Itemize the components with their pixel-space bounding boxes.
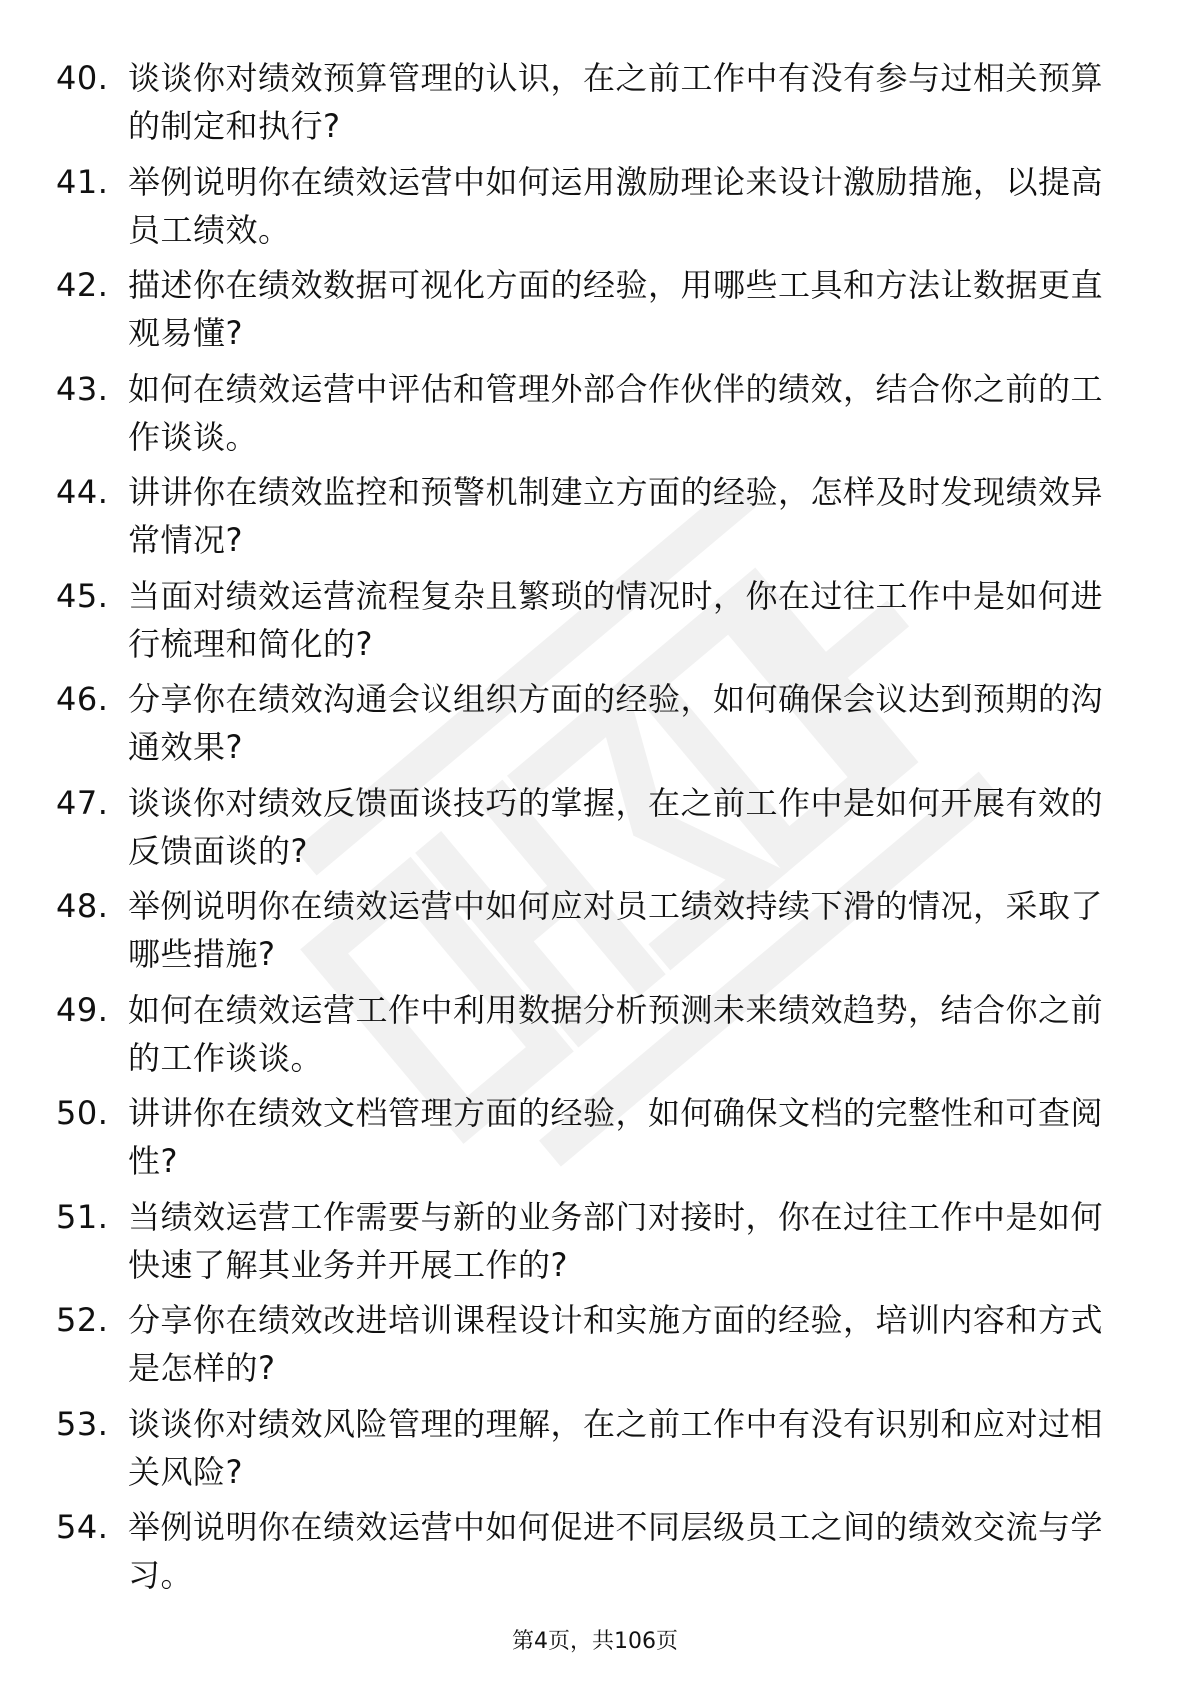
question-text: 讲讲你在绩效监控和预警机制建立方面的经验，怎样及时发现绩效异常情况?	[128, 473, 1104, 559]
question-text: 讲讲你在绩效文档管理方面的经验，如何确保文档的完整性和可查阅性?	[128, 1094, 1104, 1180]
question-text: 分享你在绩效沟通会议组织方面的经验，如何确保会议达到预期的沟通效果?	[128, 680, 1104, 766]
question-item	[56, 882, 1116, 986]
question-item	[56, 54, 1116, 158]
question-item	[56, 1400, 1116, 1504]
question-text: 如何在绩效运营中评估和管理外部合作伙伴的绩效，结合你之前的工作谈谈。	[128, 369, 1104, 456]
question-text: 举例说明你在绩效运营中如何应对员工绩效持续下滑的情况，采取了哪些措施?	[128, 887, 1104, 973]
question-text: 举例说明你在绩效运营中如何运用激励理论来设计激励措施，以提高员工绩效。	[128, 162, 1104, 249]
question-text: 谈谈你对绩效风险管理的理解，在之前工作中有没有识别和应对过相关风险?	[128, 1404, 1104, 1491]
question-item	[56, 158, 1116, 262]
question-item	[56, 779, 1116, 883]
question-number: 48.	[56, 887, 109, 925]
question-number: 41.	[56, 162, 109, 201]
question-text: 谈谈你对绩效反馈面谈技巧的掌握，在之前工作中是如何开展有效的反馈面谈的?	[128, 783, 1104, 870]
question-item	[56, 572, 1116, 676]
question-item	[56, 986, 1116, 1090]
question-item	[56, 675, 1116, 779]
question-text: 谈谈你对绩效预算管理的认识，在之前工作中有没有参与过相关预算的制定和执行?	[128, 59, 1104, 145]
question-number: 50.	[56, 1094, 109, 1132]
question-number: 44.	[56, 473, 109, 511]
page-footer: 第4页，共106页	[512, 1629, 678, 1654]
question-number: 52.	[56, 1301, 109, 1339]
question-item	[56, 365, 1116, 469]
question-item	[56, 261, 1116, 365]
question-item	[56, 1193, 1116, 1297]
question-number: 49.	[56, 990, 109, 1029]
question-number: 51.	[56, 1197, 109, 1236]
question-number: 45.	[56, 576, 109, 615]
question-text: 分享你在绩效改进培训课程设计和实施方面的经验，培训内容和方式是怎样的?	[128, 1301, 1104, 1387]
question-item	[56, 468, 1116, 572]
question-number: 53.	[56, 1404, 109, 1443]
question-number: 43.	[56, 369, 109, 408]
question-number: 46.	[56, 680, 109, 718]
question-text: 如何在绩效运营工作中利用数据分析预测未来绩效趋势，结合你之前的工作谈谈。	[128, 990, 1104, 1077]
question-text: 举例说明你在绩效运营中如何促进不同层级员工之间的绩效交流与学习。	[128, 1508, 1104, 1594]
question-number: 42.	[56, 266, 109, 304]
question-item	[56, 1089, 1116, 1193]
question-text: 当面对绩效运营流程复杂且繁琐的情况时，你在过往工作中是如何进行梳理和简化的?	[128, 576, 1104, 663]
question-number: 47.	[56, 783, 109, 822]
question-number: 40.	[56, 59, 109, 97]
question-list	[56, 54, 1116, 1607]
question-text: 描述你在绩效数据可视化方面的经验，用哪些工具和方法让数据更直观易懂?	[128, 266, 1104, 352]
question-item	[56, 1503, 1116, 1607]
question-text: 当绩效运营工作需要与新的业务部门对接时，你在过往工作中是如何快速了解其业务并开展工作的?	[128, 1197, 1104, 1284]
question-item	[56, 1296, 1116, 1400]
question-number: 54.	[56, 1508, 109, 1546]
